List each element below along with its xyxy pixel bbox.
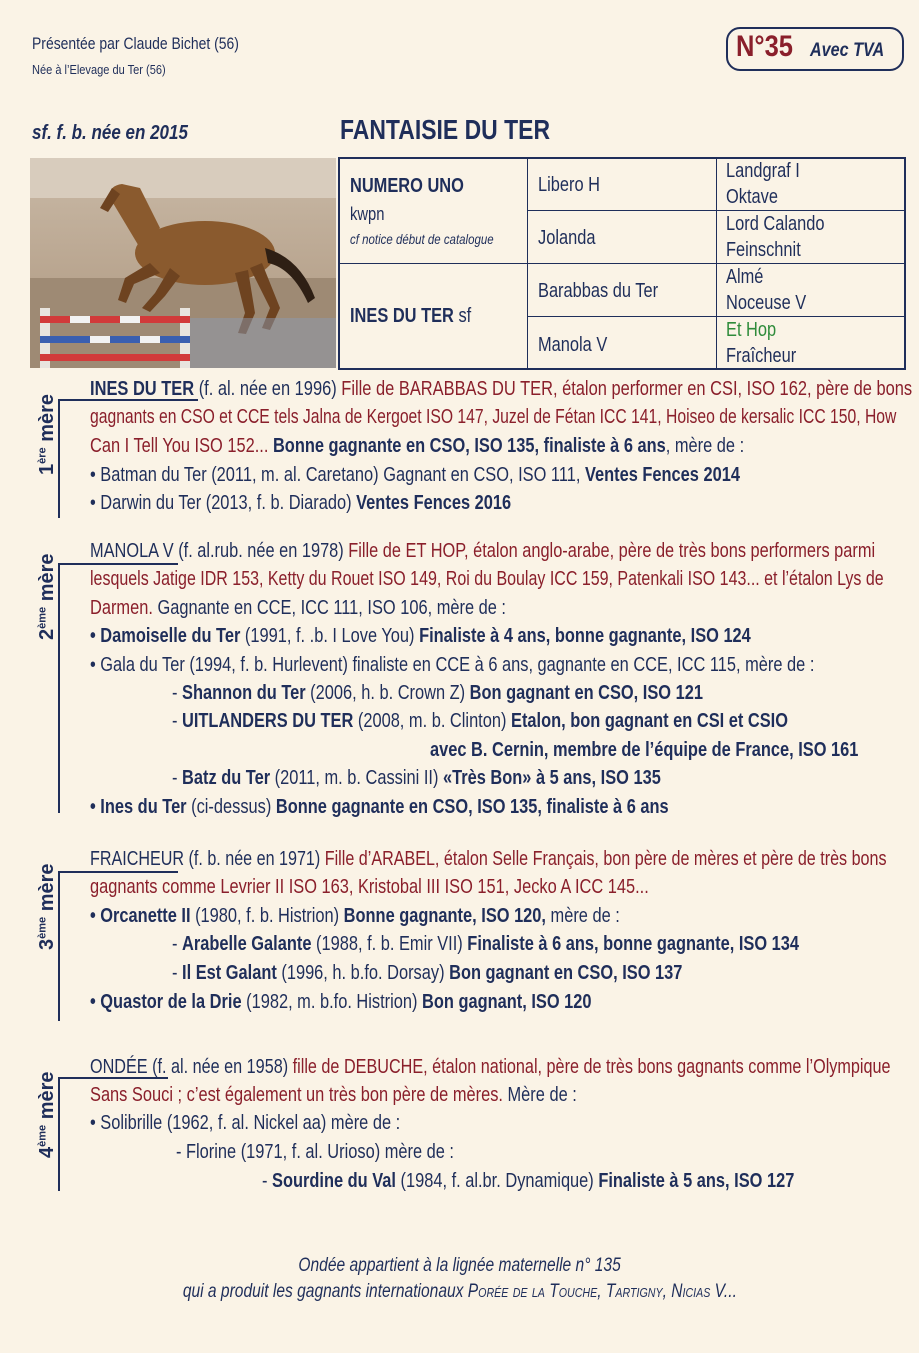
dam1-label: 1ère mère: [36, 393, 58, 475]
dam4-label: 4ème mère: [36, 1071, 58, 1158]
dam2-label: 2ème mère: [36, 553, 58, 640]
presented-by: Présentée par Claude Bichet (56): [32, 34, 239, 53]
sire-sire-sire: Landgraf I: [726, 160, 800, 182]
dam2-line3: Darmen. Gagnante en CCE, ICC 111, ISO 106, mère de :: [90, 597, 506, 619]
horse-jumping-image: [30, 158, 336, 368]
dam-dam: Manola V: [538, 334, 608, 356]
lot-number: N°35: [736, 30, 793, 63]
dam2-line1: MANOLA V (f. al.rub. née en 1978) Fille de ET HOP, étalon anglo-arabe, père de très bons performers parmi: [90, 540, 876, 562]
horse-name: FANTAISIE DU TER: [340, 114, 551, 145]
sire-sire-dam: Oktave: [726, 186, 778, 208]
dam4-produce1: • Solibrille (1962, f. al. Nickel aa) mère de :: [90, 1112, 401, 1134]
dam3-line2: gagnants comme Levrier II ISO 163, Kristobal III ISO 151, Jecko A ICC 145...: [90, 876, 649, 898]
born-at: Née à l’Elevage du Ter (56): [32, 62, 166, 77]
dam4-grand1: - Florine (1971, f. al. Urioso) mère de :: [176, 1141, 454, 1163]
dam1-line2: gagnants en CSO et CCE tels Jalna de Kergoet ISO 147, Juzel de Fétan ICC 141, Hoiseo de kersalic ICC 150, How: [90, 406, 897, 428]
dam2-produce2: • Gala du Ter (1994, f. b. Hurlevent) finaliste en CCE à 6 ans, gagnante en CCE, ICC 115, mère de :: [90, 654, 815, 676]
pedigree-table: [338, 157, 906, 370]
dam2-grand1: - Shannon du Ter (2006, h. b. Crown Z) Bon gagnant en CSO, ISO 121: [172, 682, 703, 704]
dam1-produce1: • Batman du Ter (2011, m. al. Caretano) Gagnant en CSO, ISO 111, Ventes Fences 2014: [90, 464, 740, 486]
sire-sire: Libero H: [538, 174, 600, 196]
dam-dam-sire: Et Hop: [726, 319, 777, 341]
dam3-line1: FRAICHEUR (f. b. née en 1971) Fille d’ARABEL, étalon Selle Français, bon père de mères et père de très bons: [90, 848, 887, 870]
dam1-line3: Can I Tell You ISO 152... Bonne gagnante en CSO, ISO 135, finaliste à 6 ans, mère de :: [90, 435, 745, 457]
dam2-grand2-cont: avec B. Cernin, membre de l’équipe de France, ISO 161: [430, 739, 859, 761]
sire-dam: Jolanda: [538, 227, 596, 249]
dam3-grand1: - Arabelle Galante (1988, f. b. Emir VII) Finaliste à 6 ans, bonne gagnante, ISO 134: [172, 933, 800, 955]
sire-dam-dam: Feinschnit: [726, 239, 801, 261]
horse-description: sf. f. b. née en 2015: [32, 122, 188, 144]
dam-sire: Barabbas du Ter: [538, 280, 659, 302]
dam-sire-sire: Almé: [726, 266, 764, 288]
horse-photo: [30, 158, 336, 368]
dam1-produce2: • Darwin du Ter (2013, f. b. Diarado) Ventes Fences 2016: [90, 492, 512, 514]
dam-sire-dam: Noceuse V: [726, 292, 807, 314]
dam3-grand2: - Il Est Galant (1996, h. b.fo. Dorsay) Bon gagnant en CSO, ISO 137: [172, 962, 683, 984]
dam-cell: [350, 305, 471, 328]
dam2-line2: lesquels Jatige IDR 153, Ketty du Rouet ISO 149, Roi du Boulay ICC 159, Patenkali ISO 143... et l’étalon Lys de: [90, 568, 884, 590]
dam-breed: sf: [458, 305, 472, 327]
footer-line1: Ondée appartient à la lignée maternelle n° 135: [298, 1255, 621, 1276]
sire-name: NUMERO UNO: [350, 175, 464, 197]
dam-name: INES DU TER: [350, 305, 454, 327]
lot-tva: Avec TVA: [810, 40, 885, 61]
dam2-grand2: - UITLANDERS DU TER (2008, m. b. Clinton) Etalon, bon gagnant en CSI et CSIO: [172, 710, 788, 732]
dam2-underline: [58, 563, 178, 565]
footer-line2: qui a produit les gagnants internationaux Porée de la Touche, Tartigny, Nicias V...: [182, 1281, 737, 1302]
dam3-produce1: • Orcanette II (1980, f. b. Histrion) Bonne gagnante, ISO 120, mère de :: [90, 905, 620, 927]
dam3-label: 3ème mère: [36, 863, 58, 950]
dam2-produce3: • Ines du Ter (ci-dessus) Bonne gagnante en CSO, ISO 135, finaliste à 6 ans: [90, 796, 669, 818]
dam4-line1: ONDÉE (f. al. née en 1958) fille de DEBUCHE, étalon national, père de très bons gagnants comme l’Olympique: [90, 1056, 891, 1078]
dam1-line1: INES DU TER (f. al. née en 1996) Fille de BARABBAS DU TER, étalon performer en CSI, ISO 162, père de bons: [90, 378, 913, 400]
dam2-grand3: - Batz du Ter (2011, m. b. Cassini II) «Très Bon» à 5 ans, ISO 135: [172, 767, 661, 789]
dam4-greatgrand1: - Sourdine du Val (1984, f. al.br. Dynamique) Finaliste à 5 ans, ISO 127: [262, 1170, 795, 1192]
dam3-produce2: • Quastor de la Drie (1982, m. b.fo. Histrion) Bon gagnant, ISO 120: [90, 991, 592, 1013]
sire-note: cf notice début de catalogue: [350, 231, 494, 247]
dam-dam-dam: Fraîcheur: [726, 345, 797, 367]
dam4-line2: Sans Souci ; c’est également un très bon père de mères. Mère de :: [90, 1084, 577, 1106]
dam2-produce1: • Damoiselle du Ter (1991, f. .b. I Love You) Finaliste à 4 ans, bonne gagnante, ISO 124: [90, 625, 751, 647]
sire-breed: kwpn: [350, 204, 385, 224]
dam3-underline: [58, 871, 178, 873]
sire-dam-sire: Lord Calando: [726, 213, 825, 235]
